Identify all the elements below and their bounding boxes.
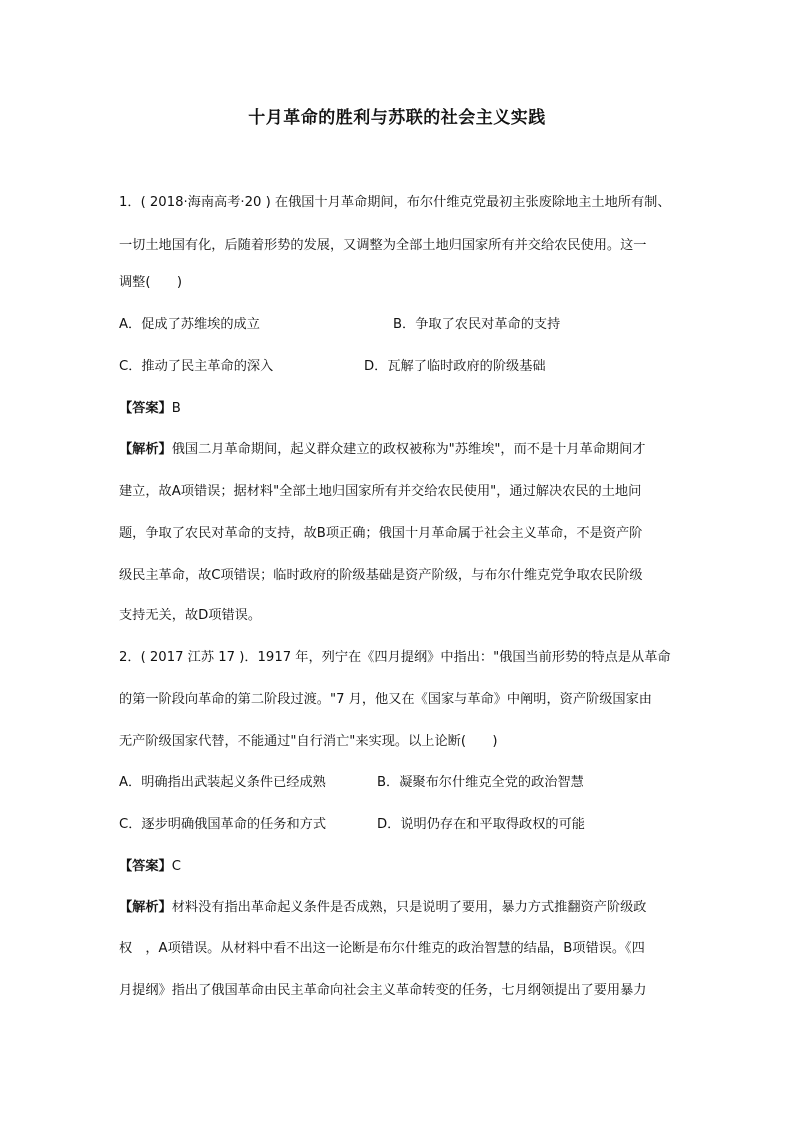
q2-analysis-text-1: 材料没有指出革命起义条件是否成熟，只是说明了要用，暴力方式推翻资产阶级政 [171, 900, 647, 915]
q1-analysis-text-1: 俄国二月革命期间，起义群众建立的政权被称为"苏维埃"，而不是十月革命期间才 [171, 442, 646, 457]
page-title: 十月革命的胜利与苏联的社会主义实践 [248, 108, 546, 128]
q1-analysis-line-1 [119, 440, 645, 460]
q2-answer [119, 857, 181, 877]
q1-analysis-line-2: 建立，故A项错误；据材料"全部土地归国家所有并交给农民使用"，通过解决农民的土地问 [119, 484, 642, 499]
q1-analysis-tag: 【解析】 [119, 442, 172, 457]
q2-stem-line-2: 的第一阶段向革命的第二阶段过渡。"7 月，他又在《国家与革命》中阐明，资产阶级国家由 [119, 692, 652, 707]
q2-analysis-line-2: 权 ，A项错误。从材料中看不出这一论断是布尔什维克的政治智慧的结晶，B项错误。《四 [119, 941, 645, 956]
q1-answer-tag: 【答案】 [119, 401, 172, 416]
q1-option-c: C．推动了民主革命的深入 [119, 359, 274, 374]
q1-option-a: A．促成了苏维埃的成立 [119, 317, 260, 332]
q1-analysis-line-4: 级民主革命，故C项错误；临时政府的阶级基础是资产阶级，与布尔什维克党争取农民阶级 [119, 568, 643, 583]
q2-option-b: B．凝聚布尔什维克全党的政治智慧 [377, 775, 584, 790]
q2-option-c: C．逐步明确俄国革命的任务和方式 [119, 817, 327, 832]
q1-stem-line-3: 调整( ) [119, 275, 183, 290]
q2-stem-line-1: 2．( 2017 江苏 17 )．1917 年，列宁在《四月提纲》中指出："俄国当前形势的特点是从革命 [119, 650, 671, 665]
q2-option-d: D．说明仍存在和平取得政权的可能 [377, 817, 585, 832]
q2-analysis-line-1 [119, 898, 647, 918]
q2-answer-tag: 【答案】 [119, 859, 172, 874]
q2-analysis-line-3: 月提纲》指出了俄国革命由民主革命向社会主义革命转变的任务，七月纲领提出了要用暴力 [119, 983, 647, 998]
q2-answer-value: C [171, 859, 181, 874]
q2-stem-line-3: 无产阶级国家代替，不能通过"自行消亡"来实现。以上论断( ) [119, 734, 498, 749]
q1-option-d: D．瓦解了临时政府的阶级基础 [364, 359, 546, 374]
q1-answer-value: B [171, 401, 181, 416]
q1-stem-line-2: 一切土地国有化，后随着形势的发展，又调整为全部土地归国家所有并交给农民使用。这一 [119, 238, 647, 253]
q2-analysis-tag: 【解析】 [119, 900, 172, 915]
q1-answer [119, 399, 181, 419]
q2-option-a: A．明确指出武装起义条件已经成熟 [119, 775, 326, 790]
q1-option-b: B．争取了农民对革命的支持 [393, 317, 561, 332]
q1-stem-line-1: 1．( 2018·海南高考·20 ) 在俄国十月革命期间，布尔什维克党最初主张废除地主土地所有制、 [119, 195, 671, 210]
q1-analysis-line-3: 题，争取了农民对革命的支持，故B项正确；俄国十月革命属于社会主义革命，不是资产阶 [119, 526, 643, 541]
q1-analysis-line-5: 支持无关，故D项错误。 [119, 608, 262, 623]
